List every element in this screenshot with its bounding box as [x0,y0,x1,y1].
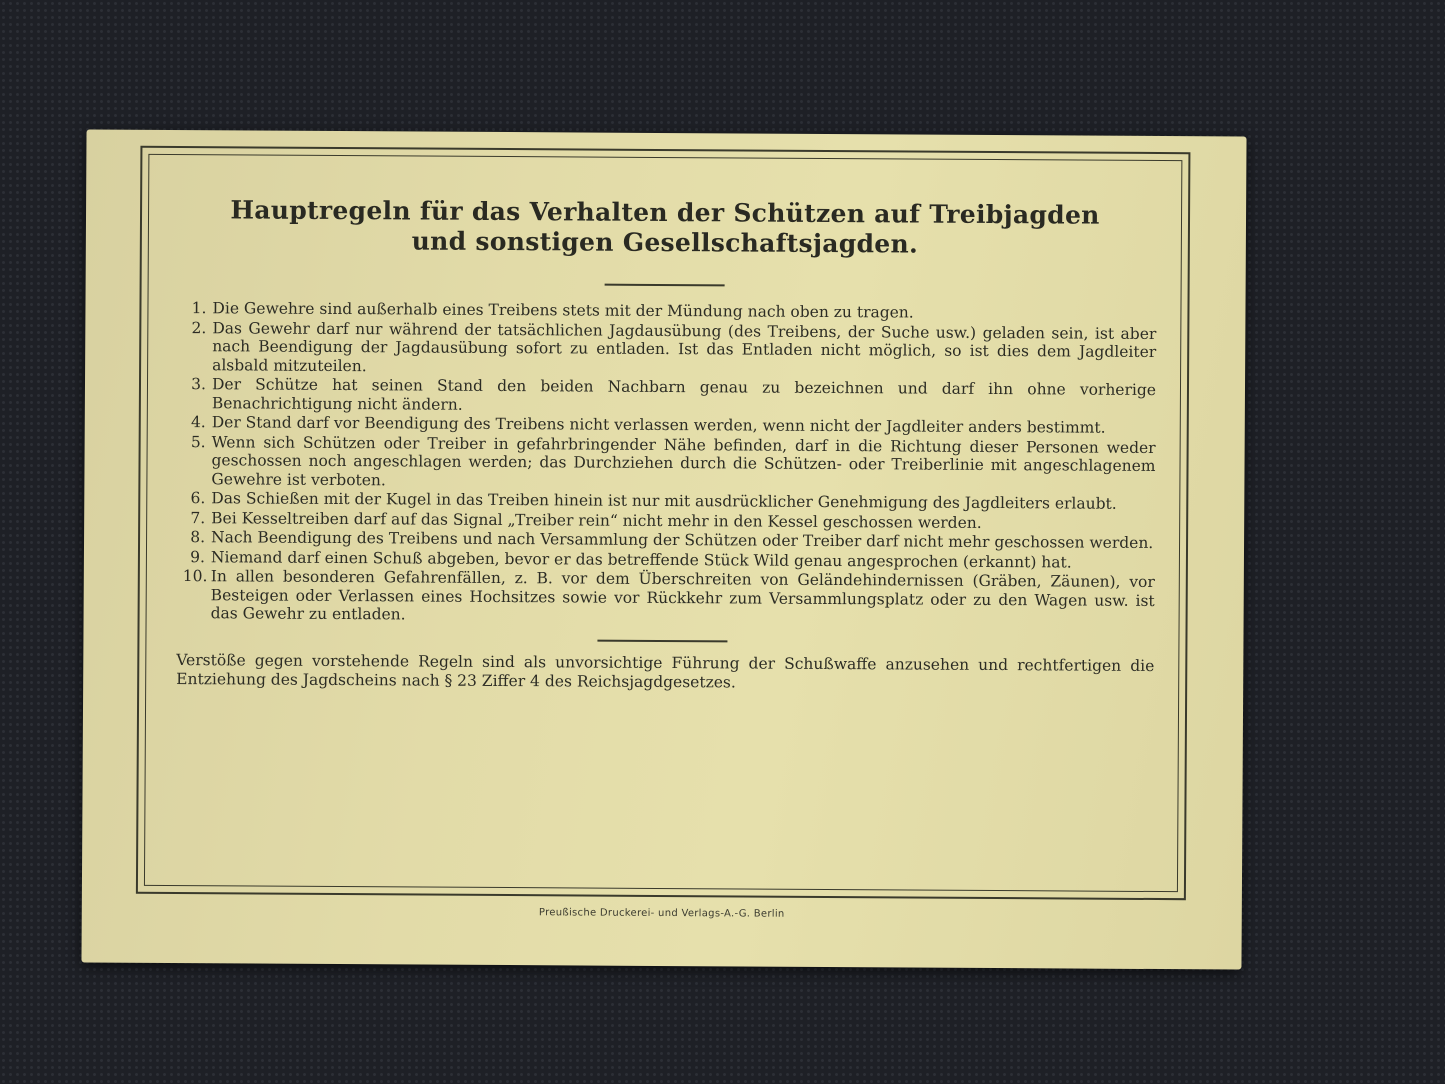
rule-number: 2. [191,318,207,337]
double-border-frame [136,146,1191,900]
rule-item [183,567,1155,628]
rule-text: In allen besonderen Gefahrenfällen, z. B. vor dem Überschreiten von Geländehindernissen (Gräben, Zäunen), vor Besteigen oder Verlassen eines Hochsitzes sowie vor Rückkehr zum Versammlungsplatz oder zu den Wagen usw. ist das Gewehr zu entladen. [210,567,1155,624]
rule-number: 9. [190,547,206,566]
title-line-2: und sonstigen Gesellschaftsjagden. [411,226,919,259]
title-line-1: Hauptregeln für das Verhalten der Schützen auf Treibjagden [230,195,1100,230]
divider-bottom [597,639,727,642]
rule-text: Der Stand darf vor Beendigung des Treibens nicht verlassen werden, wenn nicht der Jagdleiter anders bestimmt. [211,413,1106,437]
rule-item [183,433,1155,494]
rule-text: Nach Beendigung des Treibens und nach Versammlung der Schützen oder Treiber darf nicht mehr geschossen werden. [211,528,1154,552]
rule-number: 1. [191,299,207,318]
rule-text: Bei Kesseltreiben darf auf das Signal „Treiber rein“ nicht mehr in den Kessel geschossen werden. [211,508,982,532]
inner-border [144,154,1182,892]
footer-note: Verstöße gegen vorstehende Regeln sind als unvorsichtige Führung der Schußwaffe anzusehen und rechtfertigen die Entziehung des Jagdscheins nach § 23 Ziffer 4 des Reichsjagdgesetzes. [176,650,1155,691]
rule-text: Das Gewehr darf nur während der tatsächlichen Jagdausübung (des Treibens, der Suche usw.) geladen sein, ist aber nach Beendigung der Jagdausübung sofort zu entladen. Ist das Entladen nicht möglich, so ist dies dem Jagdleiter alsbald mitzuteilen. [212,318,1157,375]
rule-text: Das Schießen mit der Kugel in das Treiben hinein ist nur mit ausdrücklicher Genehmigung des Jagdleiters erlaubt. [211,489,1117,513]
rule-number: 10. [182,567,208,586]
printed-card [81,129,1246,969]
rule-text: Wenn sich Schützen oder Treiber in gefahrbringender Nähe befinden, darf in die Richtung dieser Personen weder geschossen noch angeschlagen werden; das Durchziehen durch die Schützen- oder Treiberlinie mit angeschlagenem Gewehre ist verboten. [211,432,1156,489]
rule-text: Niemand darf einen Schuß abgeben, bevor er das betreffende Stück Wild genau angesprochen (erkannt) hat. [210,547,1072,571]
rule-text: Der Schütze hat seinen Stand den beiden Nachbarn genau zu bezeichnen und darf ihn ohne vorherige Benachrichtigung nicht ändern. [211,375,1157,414]
rule-number: 6. [190,489,206,508]
divider-top [605,284,725,287]
rule-number: 3. [191,375,207,394]
rule-number: 7. [190,508,206,527]
card-title [149,195,1181,261]
rule-number: 5. [190,432,206,451]
rule-number: 8. [190,528,206,547]
rule-item [184,319,1156,380]
rule-item [184,375,1156,418]
rule-text: Die Gewehre sind außerhalb eines Treibens stets mit der Mündung nach oben zu tragen. [212,299,914,322]
rule-number: 4. [190,413,206,432]
rules-list [147,299,1181,629]
printer-imprint: Preußische Druckerei- und Verlags-A.-G. Berlin [538,907,785,920]
